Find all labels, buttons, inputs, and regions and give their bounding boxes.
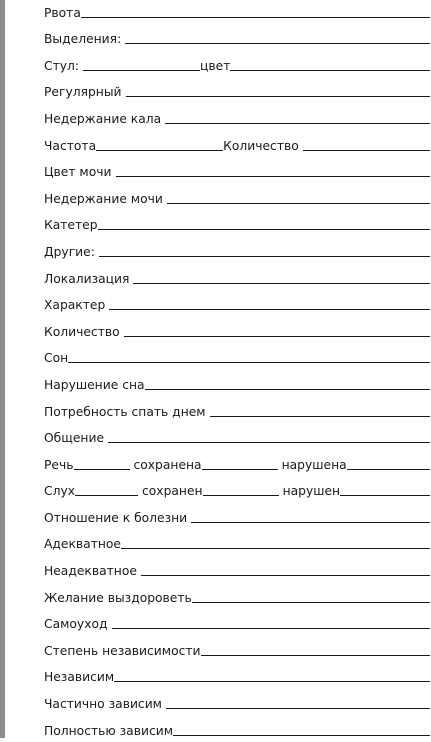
blank-line[interactable]: [173, 735, 430, 736]
field-label: Неадекватное: [44, 564, 137, 579]
field-label: Нарушение сна: [44, 377, 145, 392]
left-margin-bar: [0, 0, 5, 738]
field-label: Другие:: [44, 244, 95, 259]
field-localization: [44, 263, 430, 290]
field-partially-dependent: [44, 688, 430, 715]
blank-line[interactable]: [121, 548, 430, 549]
field-label: Частота: [44, 138, 97, 153]
field-label: Степень независимости: [44, 643, 201, 658]
blank-line[interactable]: [124, 336, 430, 337]
blank-line[interactable]: [74, 469, 130, 470]
field-sublabel: нарушен: [282, 484, 341, 499]
field-label: Потребность спать днем: [44, 404, 206, 419]
field-label: Регулярный: [44, 85, 122, 100]
field-vomit: [44, 0, 430, 24]
field-discharge: [44, 24, 430, 51]
blank-line[interactable]: [192, 602, 430, 603]
field-label: Цвет мочи: [44, 165, 112, 180]
blank-line[interactable]: [303, 150, 430, 151]
blank-line[interactable]: [112, 628, 430, 629]
field-recovery-wish: [44, 582, 430, 609]
blank-line[interactable]: [83, 70, 200, 71]
field-communication: [44, 423, 430, 450]
blank-line[interactable]: [96, 150, 223, 151]
blank-line[interactable]: [230, 70, 430, 71]
blank-line[interactable]: [166, 708, 430, 709]
blank-line[interactable]: [191, 522, 430, 523]
field-other: [44, 236, 430, 263]
field-label: Адекватное: [44, 537, 121, 552]
field-label: Локализация: [44, 271, 130, 286]
blank-line[interactable]: [98, 229, 430, 230]
blank-line[interactable]: [108, 442, 430, 443]
blank-line[interactable]: [210, 416, 430, 417]
field-label: Количество: [44, 324, 120, 339]
field-quantity: [44, 316, 430, 343]
field-sublabel: нарушена: [281, 457, 347, 472]
blank-line[interactable]: [81, 17, 430, 18]
blank-line[interactable]: [75, 495, 138, 496]
field-character: [44, 290, 430, 317]
field-independence-degree: [44, 635, 430, 662]
field-adequate: [44, 529, 430, 556]
field-catheter: [44, 210, 430, 237]
field-sublabel: цвет: [200, 58, 231, 73]
field-inadequate: [44, 555, 430, 582]
field-label: Частично зависим: [44, 697, 162, 712]
field-independent: [44, 662, 430, 689]
field-label: Общение: [44, 431, 105, 446]
field-fecal-incontinence: [44, 103, 430, 130]
field-label: Катетер: [44, 218, 98, 233]
field-urinary-incontinence: [44, 183, 430, 210]
blank-line[interactable]: [68, 362, 430, 363]
assessment-form: [44, 0, 430, 742]
field-stool: [44, 50, 430, 77]
blank-line[interactable]: [347, 469, 430, 470]
field-self-care: [44, 609, 430, 636]
field-daytime-sleep: [44, 396, 430, 423]
blank-line[interactable]: [114, 681, 430, 682]
blank-line[interactable]: [133, 283, 430, 284]
field-frequency: [44, 130, 430, 157]
field-attitude: [44, 502, 430, 529]
field-sublabel: сохранен: [142, 484, 203, 499]
field-label: Сон: [44, 351, 69, 366]
blank-line[interactable]: [116, 176, 431, 177]
blank-line[interactable]: [145, 389, 430, 390]
blank-line[interactable]: [202, 469, 278, 470]
field-label: Слух: [44, 484, 76, 499]
field-label: Отношение к болезни: [44, 510, 188, 525]
field-hearing: [44, 476, 430, 503]
field-label: Рвота: [44, 5, 81, 20]
field-sleep: [44, 343, 430, 370]
field-sleep-disorder: [44, 369, 430, 396]
field-label: Независим: [44, 670, 115, 685]
blank-line[interactable]: [167, 203, 430, 204]
field-regular: [44, 77, 430, 104]
blank-line[interactable]: [203, 495, 279, 496]
blank-line[interactable]: [99, 256, 430, 257]
field-sublabel: Количество: [223, 138, 299, 153]
field-label: Недержание мочи: [44, 191, 163, 206]
blank-line[interactable]: [109, 309, 430, 310]
field-label: Характер: [44, 298, 106, 313]
field-label: Недержание кала: [44, 111, 162, 126]
field-label: Выделения:: [44, 32, 122, 47]
field-label: Самоуход: [44, 617, 108, 632]
blank-line[interactable]: [340, 495, 430, 496]
blank-line[interactable]: [126, 96, 430, 97]
field-label: Стул:: [44, 58, 80, 73]
blank-line[interactable]: [141, 575, 430, 576]
field-speech: [44, 449, 430, 476]
field-label: Речь: [44, 457, 74, 472]
field-label: Полностью зависим: [44, 723, 173, 738]
blank-line[interactable]: [201, 655, 430, 656]
field-sublabel: сохранена: [133, 457, 202, 472]
field-urine-color: [44, 157, 430, 184]
field-label: Желание выздороветь: [44, 590, 192, 605]
blank-line[interactable]: [165, 123, 430, 124]
blank-line[interactable]: [125, 43, 430, 44]
